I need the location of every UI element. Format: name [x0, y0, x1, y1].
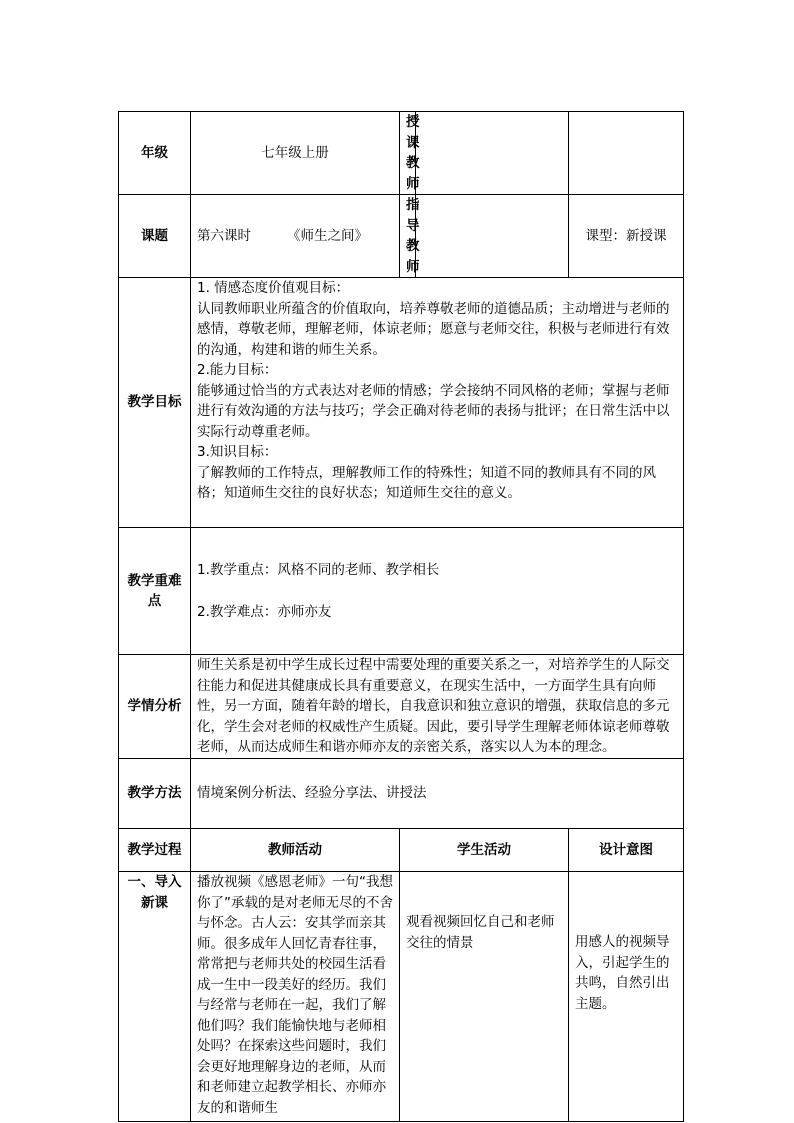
method-label: 教学方法 [119, 759, 191, 829]
intro-label: 一、导入新课 [119, 872, 191, 1122]
guide-label: 指导教师 [400, 195, 416, 278]
key-point-difficulty: 2.教学难点：亦师亦友 [197, 603, 332, 620]
objectives-content [191, 278, 684, 528]
method-text: 情境案例分析法、经验分享法、讲授法 [191, 759, 684, 829]
lesson-type: 课型：新授课 [569, 195, 684, 278]
lesson-number: 第六课时 [197, 227, 251, 244]
objective-ability-heading: 2.能力目标： [197, 362, 278, 378]
analysis-text: 师生关系是初中学生成长过程中需要处理的重要关系之一，对培养学生的人际交往能力和促进其健康成长具有重要意义，在现实生活中，一方面学生具有向师性，另一方面，随着年龄的增长，自我意识和独立意识的增强，获取信息的多元化，学生会对老师的权威性产生质疑。因此，要引导学生理解老师体谅老师尊敬老师，从而达成师生和谐亦师亦友的亲密关系，落实以人为本的理念。 [191, 655, 684, 759]
grade-value: 七年级上册 [191, 112, 400, 195]
design-intent-header: 设计意图 [569, 829, 684, 872]
teacher-label: 授课教师 [400, 112, 416, 195]
process-label: 教学过程 [119, 829, 191, 872]
objectives-label: 教学目标 [119, 278, 191, 528]
lesson-title: 《师生之间》 [287, 227, 368, 244]
header-blank-cell [569, 112, 684, 195]
key-points-content [191, 528, 684, 655]
intro-teacher-activity: 播放视频《感恩老师》一句“我想你了”承载的是对老师无尽的不舍与怀念。古人云：安其学而亲其师。很多成年人回忆青春往事，常常把与老师共处的校园生活看成一生中一段美好的经历。我们与经常与老师在一起，我们了解他们吗？我们能愉快地与老师相处吗？在探索这些问题时，我们会更好地理解身边的老师，从而和老师建立起教学相长、亦师亦友的和谐师生 [191, 872, 400, 1122]
objective-ability-text: 能够通过恰当的方式表达对老师的情感；学会接纳不同风格的老师；掌握与老师进行有效沟通的方法与技巧；学会正确对待老师的表扬与批评；在日常生活中以实际行动尊重老师。 [197, 382, 670, 440]
student-activity-header: 学生活动 [400, 829, 569, 872]
analysis-label: 学情分析 [119, 655, 191, 759]
key-point-focus: 1.教学重点：风格不同的老师、教学相长 [197, 562, 440, 578]
teacher-activity-header: 教师活动 [191, 829, 400, 872]
lesson-title-cell [191, 195, 400, 278]
key-points-label: 教学重难点 [119, 528, 191, 655]
guide-value [416, 195, 569, 278]
lesson-plan-table [118, 111, 684, 1122]
objective-knowledge-text: 了解教师的工作特点，理解教师工作的特殊性；知道不同的教师具有不同的风格；知道师生交往的良好状态；知道师生交往的意义。 [197, 464, 656, 501]
objective-affective-text: 认同教师职业所蕴含的价值取向，培养尊敬老师的道德品质；主动增进与老师的感情，尊敬老师，理解老师，体谅老师；愿意与老师交往，积极与老师进行有效的沟通，构建和谐的师生关系。 [197, 300, 670, 358]
grade-label: 年级 [119, 112, 191, 195]
objective-knowledge-heading: 3.知识目标： [197, 444, 278, 460]
topic-label: 课题 [119, 195, 191, 278]
intro-student-activity: 观看视频回忆自己和老师交往的情景 [400, 872, 569, 1122]
objective-affective-heading: 1. 情感态度价值观目标： [197, 280, 350, 296]
teacher-value [416, 112, 569, 195]
intro-design-intent: 用感人的视频导入，引起学生的共鸣，自然引出主题。 [569, 872, 684, 1122]
